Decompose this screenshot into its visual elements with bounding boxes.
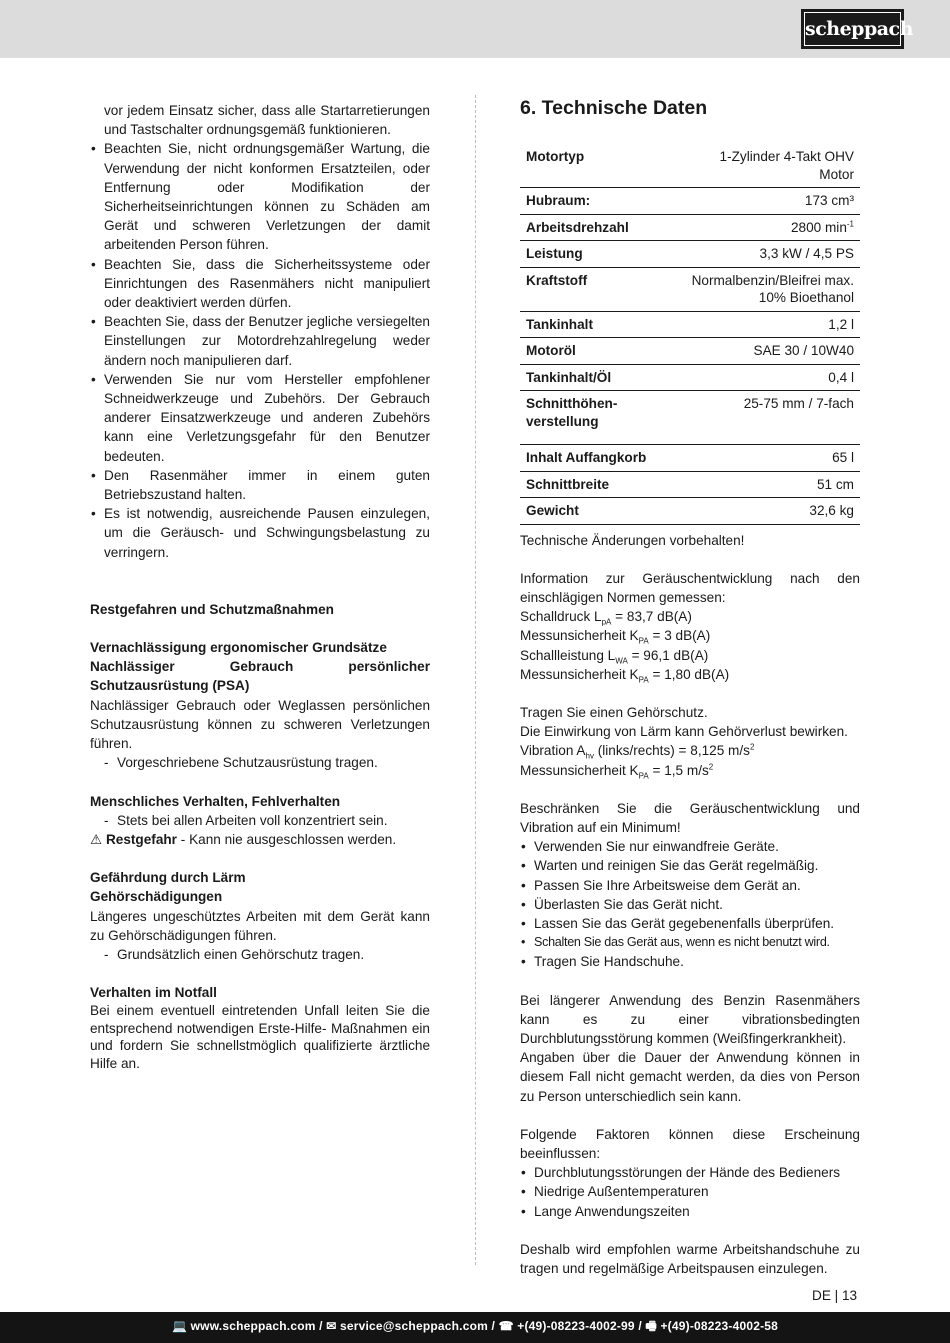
psa-heading: Nachlässiger Gebrauch persönlicher Schutzausrüstung (PSA)	[90, 659, 430, 694]
hearing-loss-note: Die Einwirkung von Lärm kann Gehörverlust bewirken.	[520, 724, 848, 740]
safety-bullet: • Verwenden Sie nur vom Hersteller empfohlener Schneidwerkzeuge und Zubehörs. Der Gebrauch anderer Einsatzwerkzeuge und anderen Zubehörs kann eine Verletzungsgefahr für den Benutzer bedeuten.	[90, 370, 430, 466]
behaviour-heading: Menschliches Verhalten, Fehlverhalten	[90, 793, 341, 809]
residual-risk-text: - Kann nie ausgeschlossen werden.	[176, 831, 397, 847]
vibration-uncertainty: Messunsicherheit $K_{PA} = 1,5$ $m/s^2$	[520, 762, 714, 781]
header-bar	[0, 0, 950, 58]
noise-value: Messunsicherheit $K_{PA} = 3$ dB(A)	[520, 628, 711, 647]
spec-row: Inhalt Auffangkorb 65 l	[520, 445, 860, 472]
limit-bullet: • Verwenden Sie nur einwandfreie Geräte.	[520, 837, 860, 856]
contact-footer: 💻 www.scheppach.com / ✉ service@scheppach.com / ☎ +(49)-08223-4002-99 / 🖷 +(49)-08223-4002-58	[0, 1312, 950, 1343]
spec-table	[520, 144, 860, 525]
safety-bullet: • Beachten Sie, dass der Benutzer jegliche versiegelten Einstellungen zur Motordrehzahlregelung weder ändern noch manipulieren darf.	[90, 312, 430, 370]
spec-row: Motortyp 1-Zylinder 4-Takt OHV Motor	[520, 144, 860, 188]
safety-bullet: • Den Rasenmäher immer in einem guten Betriebszustand halten.	[90, 466, 430, 504]
spec-row: Motoröl SAE 30 / 10W40	[520, 338, 860, 365]
emergency-text: Bei einem eventuell eintretenden Unfall leiten Sie die entsprechend notwendigen Erste-Hilfe- Maßnahmen ein und fordern Sie schnellstmöglich qualifizierte ärztliche Hilfe an.	[90, 1003, 430, 1071]
safety-bullet: • Beachten Sie, nicht ordnungsgemäßer Wartung, die Verwendung der nicht konformen Ersatzteilen, oder Entfernung oder Modifikation der Sicherheitseinrichtungen können zu Schäden am Gerät und schweren Verletzungen der damit arbeitenden Person führen.	[90, 139, 430, 254]
duration-text: Angaben über die Dauer der Anwendung können in diesem Fall nicht gemacht werden, da dies von Person zu Person unterschiedlich sein kann.	[520, 1050, 860, 1104]
psa-measure: - Vorgeschriebene Schutzausrüstung tragen.	[90, 753, 430, 772]
residual-risk-label: Restgefahr	[105, 831, 177, 847]
limit-bullet: • Passen Sie Ihre Arbeitsweise dem Gerät an.	[520, 876, 860, 895]
hearing-protection-note: Tragen Sie einen Gehörschutz.	[520, 704, 708, 720]
restgefahren-heading: Restgefahren und Schutzmaßnahmen	[90, 601, 334, 617]
spec-row: Leistung 3,3 kW / 4,5 PS	[520, 241, 860, 268]
warning-triangle-icon: ⚠	[90, 831, 103, 847]
changes-note: Technische Änderungen vorbehalten!	[520, 532, 745, 548]
spec-row: Schnitthöhen- verstellung 25-75 mm / 7-fach	[520, 391, 860, 445]
intro-continuation: vor jedem Einsatz sicher, dass alle Startarretierungen und Tastschalter ordnungsgemäß funktionieren.	[104, 103, 430, 138]
limit-bullet: • Lassen Sie das Gerät gegebenenfalls überprüfen.	[520, 914, 860, 933]
limit-intro: Beschränken Sie die Geräuschentwicklung und Vibration auf ein Minimum!	[520, 800, 860, 835]
safety-bullet: • Es ist notwendig, ausreichende Pausen einzulegen, um die Geräusch- und Schwingungsbelastung zu verringern.	[90, 504, 430, 562]
white-finger-text: Bei längerer Anwendung des Benzin Rasenmähers kann es zu einer vibrationsbedingten Durchblutungsstörung kommen (Weißfingerkrankheit).	[520, 992, 860, 1046]
behaviour-measure: - Stets bei allen Arbeiten voll konzentriert sein.	[90, 811, 430, 830]
psa-text: Nachlässiger Gebrauch oder Weglassen persönlichen Schutzausrüstung können zu schweren Verletzungen führen.	[90, 697, 430, 752]
vibration-value: Vibration $A_{hv}$ (links/rechts) = 8,125 $m/s^2$	[520, 742, 755, 762]
emergency-heading: Verhalten im Notfall	[90, 985, 217, 1001]
ergo-heading: Vernachlässigung ergonomischer Grundsätze	[90, 640, 387, 656]
safety-bullet: • Beachten Sie, dass die Sicherheitssysteme oder Einrichtungen des Rasenmähers nicht manipuliert oder deaktiviert werden dürfen.	[90, 255, 430, 313]
noise-value: Schallleistung $L_{WA} = 96,1$ dB(A)	[520, 647, 709, 666]
column-divider	[475, 95, 476, 1265]
section-title: 6. Technische Daten	[520, 97, 708, 119]
factor-bullet: • Lange Anwendungszeiten	[520, 1202, 860, 1221]
left-column	[90, 101, 430, 1072]
factor-bullet: • Niedrige Außentemperaturen	[520, 1182, 860, 1201]
spec-row: Schnittbreite 51 cm	[520, 471, 860, 498]
hearing-damage-heading: Gehörschädigungen	[90, 889, 223, 905]
hearing-damage-text: Längeres ungeschütztes Arbeiten mit dem Gerät kann zu Gehörschädigungen führen.	[90, 908, 430, 943]
spec-row: Tankinhalt 1,2 l	[520, 311, 860, 338]
noise-value: Schalldruck $L_{pA} = 83,7$ dB(A)	[520, 609, 692, 627]
recommendation-text: Deshalb wird empfohlen warme Arbeitshandschuhe zu tragen und regelmäßige Arbeitspausen einzulegen.	[520, 1241, 860, 1276]
spec-row: Tankinhalt/Öl 0,4 l	[520, 364, 860, 391]
limit-bullet: • Tragen Sie Handschuhe.	[520, 952, 860, 971]
hearing-measure: - Grundsätzlich einen Gehörschutz tragen.	[90, 945, 430, 964]
limit-bullet: • Überlasten Sie das Gerät nicht.	[520, 895, 860, 914]
factor-bullet: • Durchblutungsstörungen der Hände des Bedieners	[520, 1163, 860, 1182]
spec-row: Kraftstoff Normalbenzin/Bleifrei max. 10% Bioethanol	[520, 267, 860, 311]
limit-bullet: • Warten und reinigen Sie das Gerät regelmäßig.	[520, 856, 860, 875]
noise-value: Messunsicherheit $K_{PA} = 1,80$ dB(A)	[520, 666, 730, 685]
noise-intro: Information zur Geräuschentwicklung nach den einschlägigen Normen gemessen:	[520, 570, 860, 605]
right-column	[520, 96, 860, 1278]
residual-risk-line	[90, 830, 430, 849]
noise-hazard-heading: Gefährdung durch Lärm	[90, 870, 246, 886]
scheppach-logo: scheppach	[801, 9, 904, 49]
spec-row: Hubraum: 173 cm³	[520, 188, 860, 215]
limit-bullet: • Schalten Sie das Gerät aus, wenn es nicht benutzt wird.	[520, 933, 860, 952]
page-number: DE | 13	[812, 1288, 858, 1303]
spec-row: Arbeitsdrehzahl 2800 $\min^{-1}$	[520, 214, 860, 241]
spec-row: Gewicht 32,6 kg	[520, 498, 860, 525]
factors-intro: Folgende Faktoren können diese Erscheinung beeinflussen:	[520, 1126, 860, 1161]
